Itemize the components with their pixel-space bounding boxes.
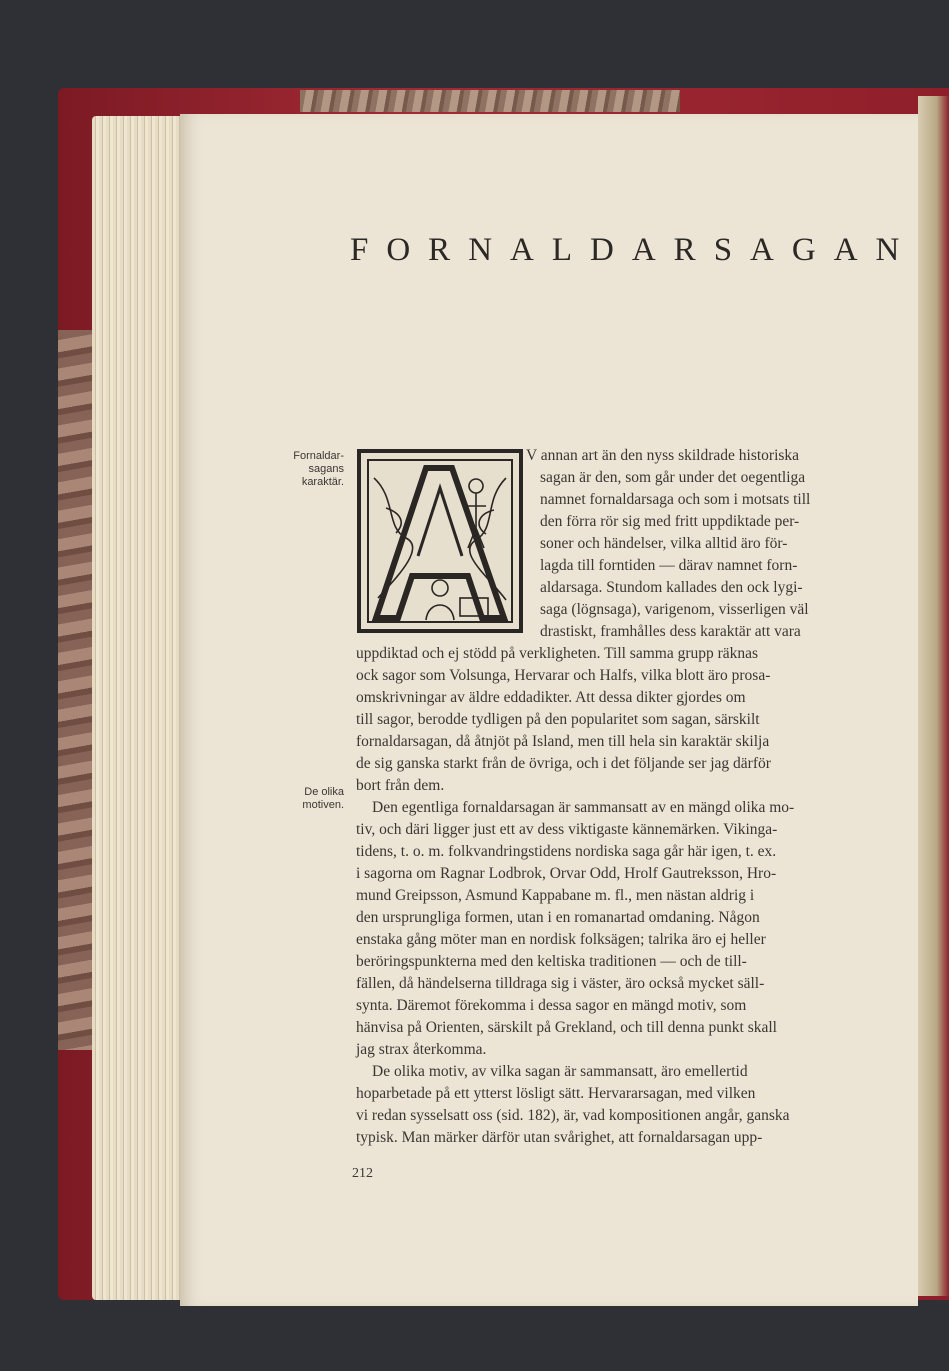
book-page xyxy=(180,114,918,1306)
text-line: den förra rör sig med fritt uppdiktade per- xyxy=(540,513,800,530)
text-line: jag strax återkomma. xyxy=(356,1041,487,1058)
text-line: lagda till forntiden — därav namnet forn- xyxy=(540,557,798,574)
text-line: mund Greipsson, Asmund Kappabane m. fl., men nästan aldrig i xyxy=(356,887,755,904)
ornamental-initial-illustration xyxy=(356,448,524,634)
text-line: vi redan sysselsatt oss (sid. 182), är, vad kompositionen angår, ganska xyxy=(356,1107,790,1124)
text-line: tiv, och däri ligger just ett av dess viktigaste kännemärken. Vikinga- xyxy=(356,821,778,838)
text-line: V annan art än den nyss skildrade historiska xyxy=(526,447,800,464)
text-line: enstaka gång möter man en nordisk folksägen; talrika äro ej heller xyxy=(356,931,766,948)
book-gutter xyxy=(918,96,949,1296)
text-line: namnet fornaldarsaga och som i motsats till xyxy=(540,491,811,508)
text-line: omskrivningar av äldre eddadikter. Att dessa dikter gjordes om xyxy=(356,689,746,706)
text-line: uppdiktad och ej stödd på verkligheten. Till samma grupp räknas xyxy=(356,645,759,662)
marbled-edge-top xyxy=(300,90,680,112)
text-line: hoparbetade på ett ytterst lösligt sätt. Hervararsagan, med vilken xyxy=(356,1085,756,1102)
text-line: synta. Däremot förekomma i dessa sagor en mängd motiv, som xyxy=(356,997,747,1014)
page-number: 212 xyxy=(352,1166,373,1181)
text-line: saga (lögnsaga), varigenom, visserligen väl xyxy=(540,601,809,618)
text-line: aldarsaga. Stundom kallades den ock lygi- xyxy=(540,579,803,596)
text-line: drastiskt, framhålles dess karaktär att vara xyxy=(540,623,801,640)
text-line: sagan är den, som går under det oegentliga xyxy=(540,469,806,486)
text-line: den ursprungliga formen, utan i en romanartad omdaning. Någon xyxy=(356,909,760,926)
text-line: tidens, t. o. m. folkvandringstidens nordiska saga går här igen, t. ex. xyxy=(356,843,777,860)
text-line: ock sagor som Volsunga, Hervarar och Halfs, vilka blott äro prosa- xyxy=(356,667,771,684)
text-line: soner och händelser, vilka alltid äro för- xyxy=(540,535,788,552)
text-line: Den egentliga fornaldarsagan är sammansatt av en mängd olika mo- xyxy=(372,799,795,816)
margin-note-text: Fornaldar- sagans karaktär. xyxy=(293,450,344,488)
text-line: beröringspunkterna med den keltiska traditionen — och de till- xyxy=(356,953,747,970)
text-line: bort från dem. xyxy=(356,777,445,794)
text-line: De olika motiv, av vilka sagan är sammansatt, äro emellertid xyxy=(372,1063,748,1080)
page-title: FORNALDARSAGAN xyxy=(350,232,918,268)
text-line: till sagor, berodde tydligen på den popularitet som sagan, särskilt xyxy=(356,711,760,728)
margin-note-karaktar xyxy=(262,450,344,489)
text-line: de sig ganska starkt från de övriga, och i det följande ser jag därför xyxy=(356,755,771,772)
margin-note-text: De olika motiven. xyxy=(302,786,344,811)
text-line: typisk. Man märker därför utan svårighet, att fornaldarsagan upp- xyxy=(356,1129,763,1146)
text-line: fornaldarsagan, då åtnjöt på Island, men till hela sin karaktär skilja xyxy=(356,733,770,750)
text-line: i sagorna om Ragnar Lodbrok, Orvar Odd, Hrolf Gautreksson, Hro- xyxy=(356,865,777,882)
page-stack-edges xyxy=(92,116,192,1300)
text-line: hänvisa på Orienten, särskilt på Grekland, och till denna punkt skall xyxy=(356,1019,777,1036)
margin-note-motiven xyxy=(262,786,344,812)
text-line: fällen, då händelserna tilldraga sig i väster, äro också mycket säll- xyxy=(356,975,765,992)
